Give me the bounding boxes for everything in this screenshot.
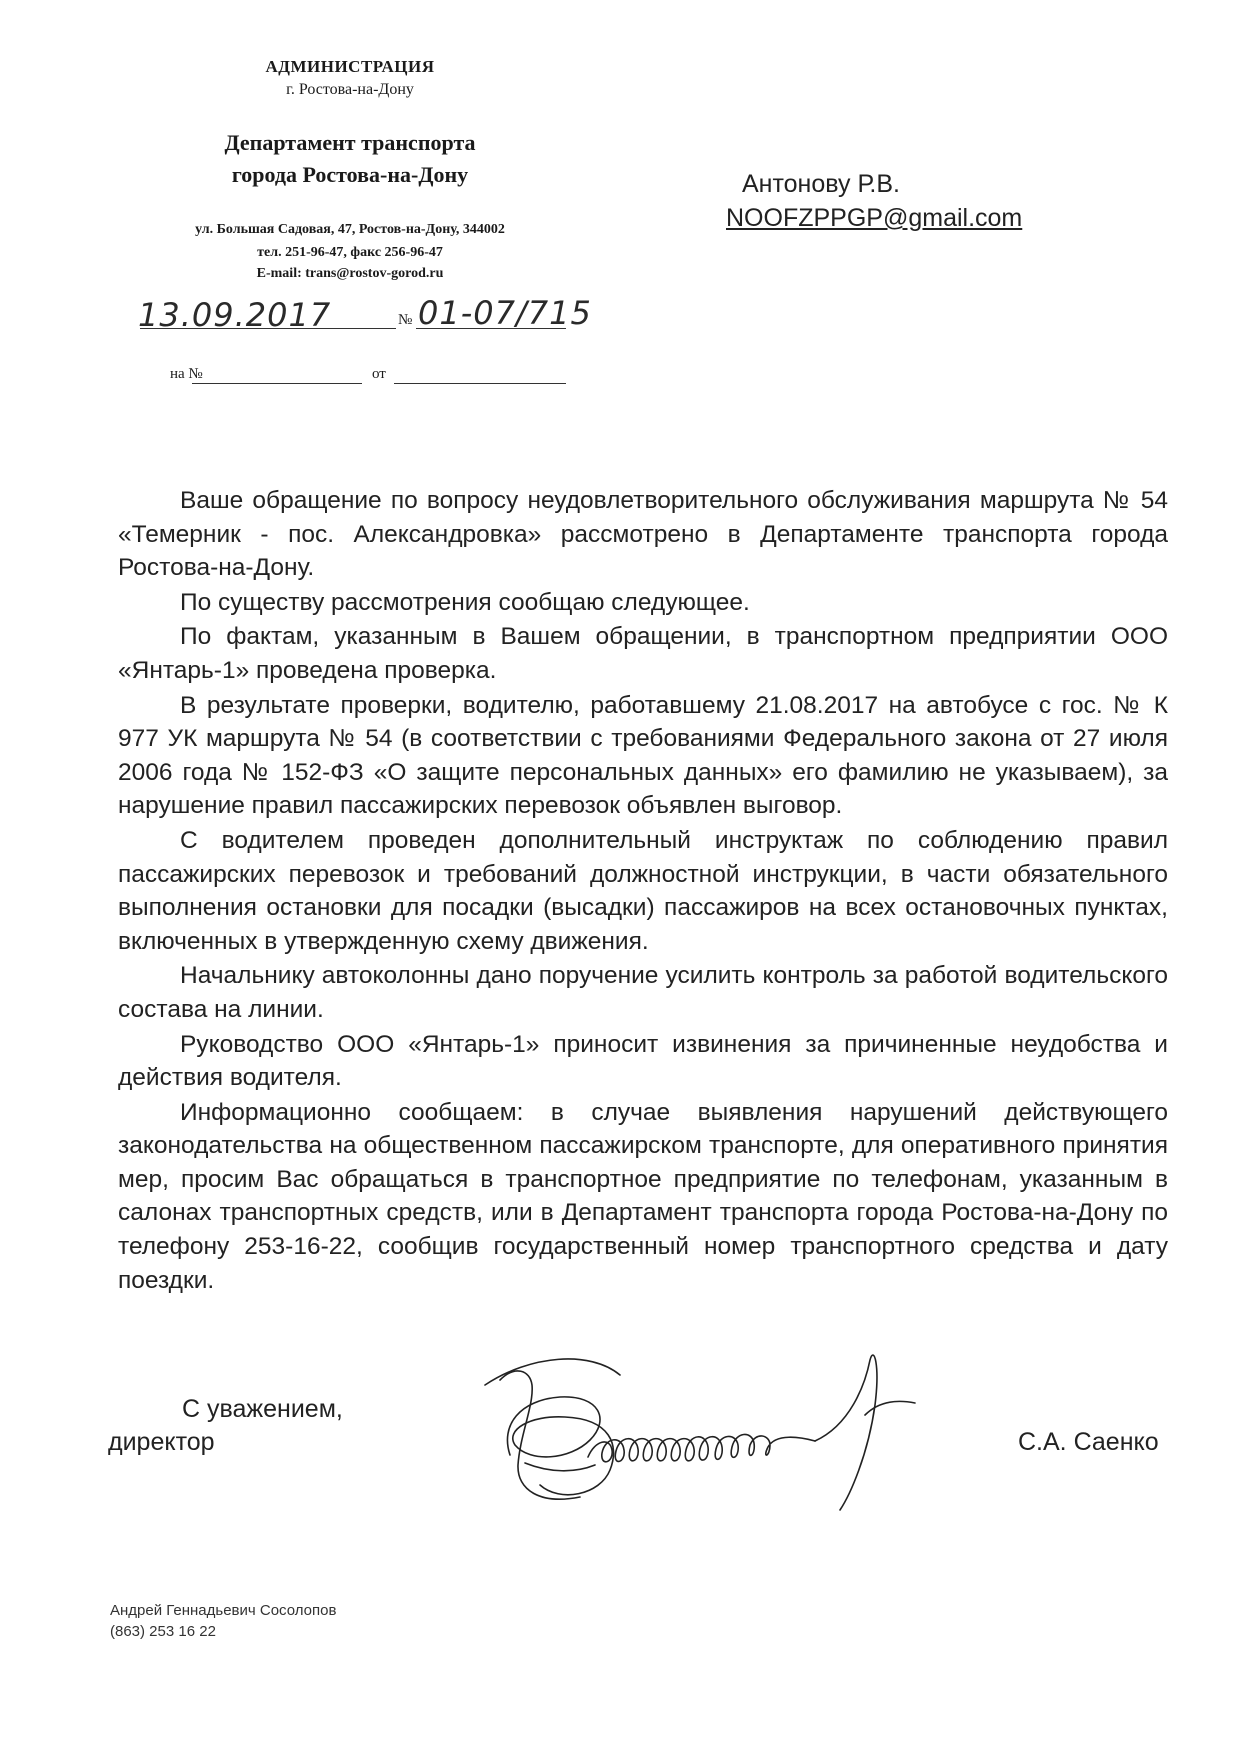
addressee-name: Антонову Р.В. — [742, 170, 900, 198]
letterhead-department-line2: города Ростова-на-Дону — [231, 162, 469, 187]
body-paragraph: В результате проверки, водителю, работавшему 21.08.2017 на автобусе с гос. № К 977 УК маршрута № 54 (в соответствии с требованиями Федерального закона от 27 июля 2006 года № 152-ФЗ «О защите персональных данных» его фамилию не указываем), за нарушение правил пассажирских перевозок объявлен выговор. — [118, 691, 1168, 820]
number-underline — [416, 328, 566, 329]
body-paragraph: По существу рассмотрения сообщаю следующее. — [180, 588, 750, 616]
registration-number: 01-07/715 — [418, 294, 592, 332]
body-paragraph: Руководство ООО «Янтарь-1» приносит извинения за причиненные неудобства и действия водителя. — [118, 1030, 1168, 1092]
letter-body — [118, 484, 1168, 1297]
handwritten-signature — [470, 1345, 990, 1515]
letterhead-admin: АДМИНИСТРАЦИЯ — [265, 57, 435, 76]
letterhead-address: ул. Большая Садовая, 47, Ростов-на-Дону, 344002 — [195, 222, 505, 237]
date-underline — [140, 328, 396, 329]
body-paragraph: Ваше обращение по вопросу неудовлетворительного обслуживания маршрута № 54 «Темерник - пос. Александровка» рассмотрено в Департаменте транспорта города Ростова-на-Дону. — [118, 487, 1168, 582]
body-paragraph: Начальнику автоколонны дано поручение усилить контроль за работой водительского состава на линии. — [118, 962, 1168, 1023]
reference-label: на № — [170, 366, 203, 382]
body-paragraph: С водителем проведен дополнительный инструктаж по соблюдению правил пассажирских перевозок и требований должностной инструкции, в части обязательного выполнения остановки для посадки (высадки) пассажиров на всех остановочных пунктах, включенных в утвержденную схему движения. — [118, 826, 1168, 955]
letterhead-department-line1: Департамент транспорта — [224, 130, 476, 155]
letterhead-email: E-mail: trans@rostov-gorod.ru — [256, 266, 444, 281]
letterhead-phones: тел. 251-96-47, факс 256-96-47 — [257, 245, 443, 260]
reference-from-label: от — [372, 366, 386, 382]
signature-position: директор — [108, 1428, 215, 1456]
body-paragraph: Информационно сообщаем: в случае выявления нарушений действующего законодательства на общественном пассажирском транспорте, для оперативного принятия мер, просим Вас обращаться в транспортное предприятие по телефонам, указанным в салонах транспортных средств, или в Департамент транспорта города Ростова-на-Дону по телефону 253-16-22, сообщив государственный номер транспортного средства и дату поездки. — [118, 1098, 1168, 1294]
registration-number-label: № — [398, 312, 413, 328]
letterhead-city: г. Ростова-на-Дону — [286, 81, 414, 98]
body-paragraph: По фактам, указанным в Вашем обращении, в транспортном предприятии ООО «Янтарь-1» проведена проверка. — [118, 623, 1168, 684]
signature-regards: С уважением, — [182, 1395, 343, 1423]
registration-date: 13.09.2017 — [138, 296, 332, 334]
signature-name: С.А. Саенко — [1018, 1428, 1159, 1456]
reference-number-line — [192, 383, 362, 384]
executor-phone: (863) 253 16 22 — [110, 1623, 216, 1640]
executor-name: Андрей Геннадьевич Сосолопов — [110, 1602, 337, 1619]
addressee-email: NOOFZPPGP@gmail.com — [726, 204, 1023, 232]
reference-date-line — [394, 383, 566, 384]
